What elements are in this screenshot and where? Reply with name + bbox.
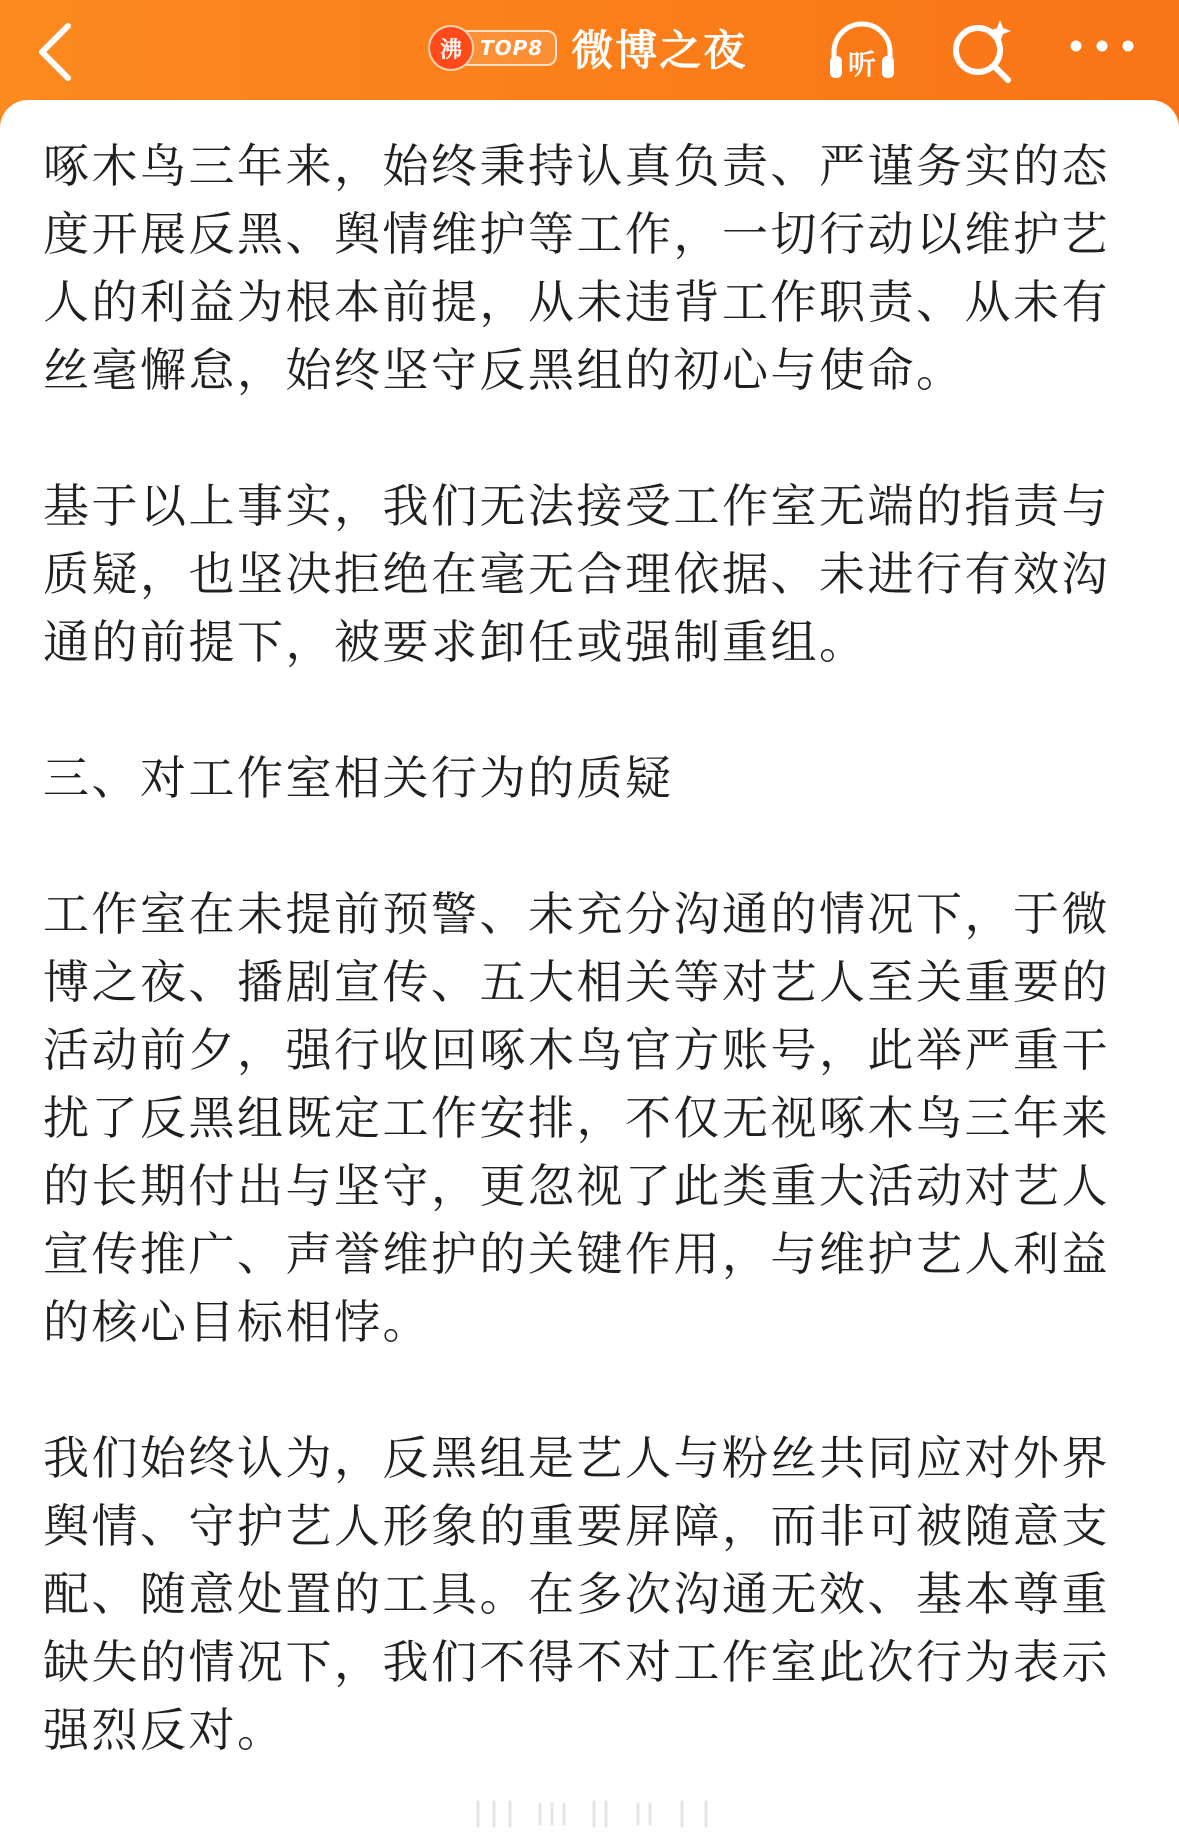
top-nav-bar <box>0 0 1179 128</box>
paragraph-4: 工作室在未提前预警、未充分沟通的情况下，于微 博之夜、播剧宣传、五大相关等对艺人至关重要的 活动前夕，强行收回啄木鸟官方账号，此举严重干 扰了反黑组既定工作安排，不仅无视啄木鸟三年来 的长期付出与坚守，更忽视了此类重大活动对艺人 宣传推广、声誉维护的关键作用，与维护艺人利益 的核心目标相悖。 <box>43 887 1110 1349</box>
chevron-left-icon <box>26 10 96 90</box>
more-button[interactable] <box>1066 24 1138 72</box>
search-button[interactable] <box>946 14 1018 86</box>
search-sparkle-icon <box>946 14 1018 86</box>
page-title: 微博之夜 <box>571 26 748 75</box>
headphones-icon <box>822 14 902 86</box>
back-button[interactable] <box>26 10 96 90</box>
hot-badge-glyph: 沸 <box>430 27 472 69</box>
article-body <box>43 132 1143 1764</box>
hot-rank-badge[interactable] <box>430 27 557 69</box>
paragraph-5: 我们始终认为，反黑组是艺人与粉丝共同应对外界 舆情、守护艺人形象的重要屏障，而非可被随意支 配、随意处置的工具。在多次沟通无效、基本尊重 缺失的情况下，我们不得不对工作室此次行为表示 强烈反对。 <box>43 1431 1110 1757</box>
watermark-mark <box>470 1796 720 1832</box>
listen-button[interactable] <box>822 14 902 86</box>
header-title-group <box>430 16 747 80</box>
more-dots-icon <box>1066 24 1138 72</box>
section-heading-3: 三、对工作室相关行为的质疑 <box>43 751 674 805</box>
paragraph-1: 啄木鸟三年来，始终秉持认真负责、严谨务实的态 度开展反黑、舆情维护等工作，一切行动以维护艺 人的利益为根本前提，从未违背工作职责、从未有 丝毫懈怠，始终坚守反黑组的初心与使命。 <box>43 139 1110 397</box>
listen-label: 听 <box>847 48 877 81</box>
paragraph-2: 基于以上事实，我们无法接受工作室无端的指责与 质疑，也坚决拒绝在毫无合理依据、未进行有效沟 通的前提下，被要求卸任或强制重组。 <box>43 479 1110 669</box>
hot-badge-rank: TOP8 <box>462 30 557 66</box>
